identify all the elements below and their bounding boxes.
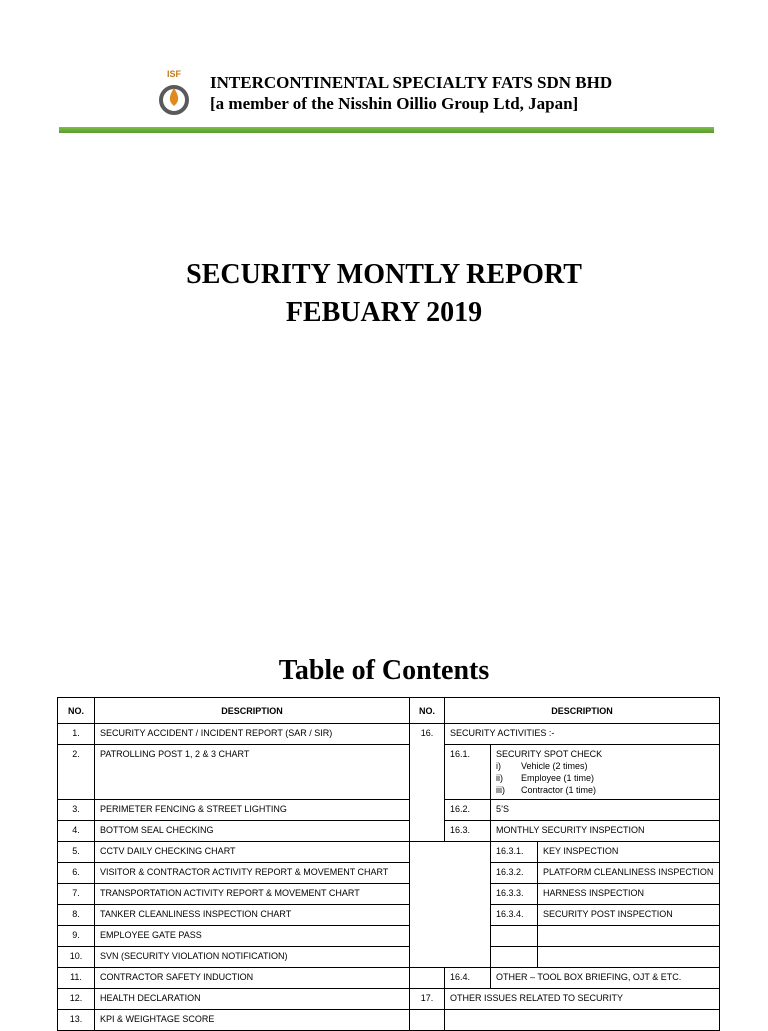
empty-cell — [491, 926, 538, 947]
row-subno: 16.3.1. — [491, 842, 538, 863]
table-row — [58, 821, 720, 842]
report-title — [0, 256, 768, 332]
letterhead — [0, 0, 768, 140]
row-desc-right: OTHER – TOOL BOX BRIEFING, OJT & ETC. — [491, 968, 720, 989]
row-no-right: 17. — [410, 989, 445, 1010]
row-no: 2. — [58, 745, 95, 800]
row-desc-right: OTHER ISSUES RELATED TO SECURITY — [445, 989, 720, 1010]
row-desc-right: SECURITY ACTIVITIES :- — [445, 724, 720, 745]
table-row — [58, 884, 720, 905]
row-no: 4. — [58, 821, 95, 842]
row-no: 8. — [58, 905, 95, 926]
table-row — [58, 947, 720, 968]
row-desc-right: KEY INSPECTION — [538, 842, 720, 863]
row-no: 10. — [58, 947, 95, 968]
row-no: 6. — [58, 863, 95, 884]
row-desc-right: HARNESS INSPECTION — [538, 884, 720, 905]
table-row — [58, 989, 720, 1010]
col-no-right: NO. — [410, 698, 445, 724]
table-row — [58, 745, 720, 800]
row-desc: KPI & WEIGHTAGE SCORE — [95, 1010, 410, 1031]
company-subtitle: [a member of the Nisshin Oillio Group Ltd, Japan] — [210, 94, 579, 113]
row-subno: 16.1. — [445, 745, 491, 800]
row-subno: 16.3.4. — [491, 905, 538, 926]
spot-check-cell — [491, 745, 720, 800]
blank-cell — [410, 842, 491, 968]
row-desc: PERIMETER FENCING & STREET LIGHTING — [95, 800, 410, 821]
row-desc-right: SECURITY POST INSPECTION — [538, 905, 720, 926]
header-divider — [59, 127, 714, 133]
empty-cell — [410, 1010, 445, 1031]
row-no: 7. — [58, 884, 95, 905]
col-desc-left: DESCRIPTION — [95, 698, 410, 724]
row-no: 1. — [58, 724, 95, 745]
toc-heading: Table of Contents — [278, 655, 490, 686]
list-item: i) Vehicle (2 times) — [496, 761, 588, 771]
row-no: 5. — [58, 842, 95, 863]
row-desc: CCTV DAILY CHECKING CHART — [95, 842, 410, 863]
col-desc-right: DESCRIPTION — [445, 698, 720, 724]
col-no-left: NO. — [58, 698, 95, 724]
row-subno: 16.3.2. — [491, 863, 538, 884]
row-desc: PATROLLING POST 1, 2 & 3 CHART — [95, 745, 410, 800]
list-item: iii) Contractor (1 time) — [496, 785, 597, 795]
row-desc: EMPLOYEE GATE PASS — [95, 926, 410, 947]
row-desc: SECURITY ACCIDENT / INCIDENT REPORT (SAR / SIR) — [95, 724, 410, 745]
company-name: INTERCONTINENTAL SPECIALTY FATS SDN BHD — [210, 73, 613, 92]
logo-text: ISF — [166, 69, 182, 79]
row-no: 11. — [58, 968, 95, 989]
row-no: 13. — [58, 1010, 95, 1031]
spot-check-list — [496, 760, 714, 796]
table-row — [58, 926, 720, 947]
row-no: 12. — [58, 989, 95, 1010]
empty-cell — [445, 1010, 720, 1031]
table-row — [58, 724, 720, 745]
empty-cell — [538, 926, 720, 947]
list-item: ii) Employee (1 time) — [496, 773, 595, 783]
table-row — [58, 842, 720, 863]
row-subno: 16.3.3. — [491, 884, 538, 905]
row-desc-right: 5’S — [491, 800, 720, 821]
empty-cell — [491, 947, 538, 968]
row-desc-right: MONTHLY SECURITY INSPECTION — [491, 821, 720, 842]
row-desc-right: PLATFORM CLEANLINESS INSPECTION — [538, 863, 720, 884]
report-title-line1: SECURITY MONTLY REPORT — [186, 259, 582, 290]
table-row — [58, 905, 720, 926]
row-subno: 16.4. — [445, 968, 491, 989]
company-logo — [156, 68, 192, 118]
row-desc: VISITOR & CONTRACTOR ACTIVITY REPORT & MOVEMENT CHART — [95, 863, 410, 884]
toc-table — [57, 697, 720, 1031]
spot-check-title: SECURITY SPOT CHECK — [496, 749, 603, 759]
row-subno: 16.3. — [445, 821, 491, 842]
company-block — [210, 72, 612, 114]
table-row — [58, 800, 720, 821]
row-no-right: 16. — [410, 724, 445, 842]
row-desc: CONTRACTOR SAFETY INDUCTION — [95, 968, 410, 989]
report-title-line2: FEBUARY 2019 — [285, 297, 483, 328]
row-subno: 16.2. — [445, 800, 491, 821]
toc-header-row — [58, 698, 720, 724]
row-desc: TANKER CLEANLINESS INSPECTION CHART — [95, 905, 410, 926]
table-row — [58, 863, 720, 884]
row-no: 3. — [58, 800, 95, 821]
table-row — [58, 1010, 720, 1031]
row-no: 9. — [58, 926, 95, 947]
empty-cell — [410, 968, 445, 989]
row-desc: HEALTH DECLARATION — [95, 989, 410, 1010]
table-row — [58, 968, 720, 989]
row-desc: BOTTOM SEAL CHECKING — [95, 821, 410, 842]
empty-cell — [538, 947, 720, 968]
row-desc: TRANSPORTATION ACTIVITY REPORT & MOVEMENT CHART — [95, 884, 410, 905]
row-desc: SVN (SECURITY VIOLATION NOTIFICATION) — [95, 947, 410, 968]
